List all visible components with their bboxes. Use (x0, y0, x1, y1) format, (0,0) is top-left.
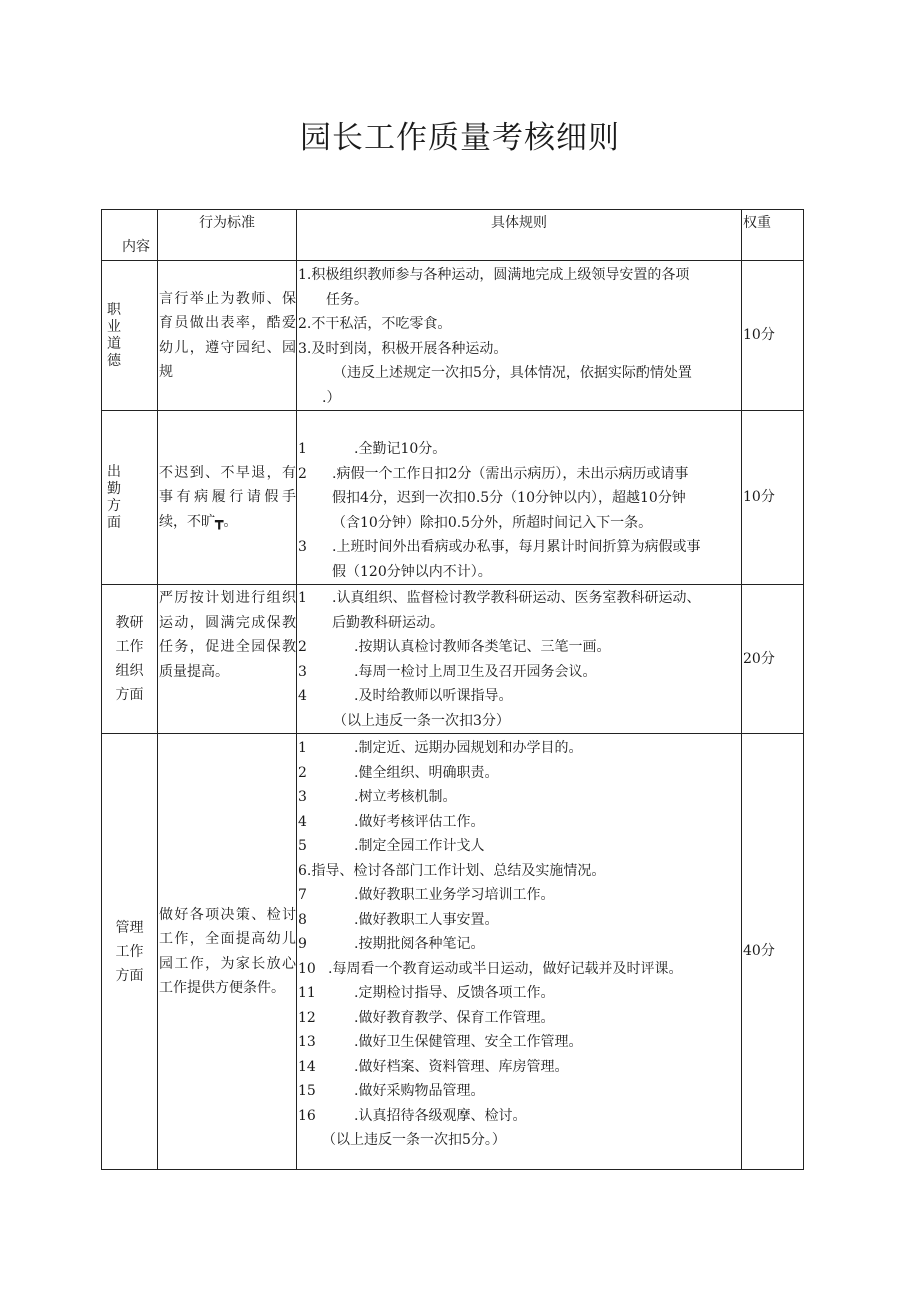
penalty-note: （违反上述规定一次扣5分，具体情况，依据实际酌情处置 (333, 365, 692, 381)
rules-cell (297, 261, 742, 411)
rules-cell (297, 734, 742, 1170)
rule-line: 3 .上班时间外出看病或办私事，每月累计时间折算为病假或事 (298, 539, 701, 555)
penalty-note-tail: .） (322, 389, 341, 406)
penalty-note: （以上违反一条一次扣5分。） (322, 1132, 506, 1148)
standard-text: 不迟到、不早退，有事有病履行请假手续，不旷┳。 (159, 464, 296, 530)
table-row (102, 261, 804, 411)
category-line: 组织 (115, 663, 144, 679)
rule-line: 3 .树立考核机制。 (298, 789, 457, 805)
document-title: 园长工作质量考核细则 (300, 120, 620, 156)
rule-line: 14 .做好档案、资料管理、库房管理。 (298, 1058, 569, 1075)
rule-line: 后勤教科研运动。 (332, 614, 444, 631)
rule-line: 1 .制定近、远期办园规划和办学目的。 (298, 740, 583, 756)
header-weight: 权重 (742, 210, 804, 261)
rule-line: 2 .健全组织、明确职责。 (298, 764, 499, 781)
rule-line: 12 .做好教育教学、保育工作管理。 (298, 1009, 555, 1026)
category-line: 方面 (115, 967, 144, 984)
category-cell (102, 411, 158, 585)
category-char: 道 (107, 335, 121, 352)
category-line: 教研 (115, 615, 144, 631)
header-row (102, 210, 804, 261)
category-line: 工作 (115, 639, 144, 655)
category-char: 方 (107, 497, 121, 514)
rule-line: 7 .做好教职工业务学习培训工作。 (298, 887, 555, 903)
rule-line: 3. 及时到岗，积极开展各种运动。 (298, 340, 508, 357)
header-content-cell (102, 210, 158, 261)
rules-cell (297, 411, 742, 585)
rule-line: 2. 不干私活，不吃零食。 (298, 316, 452, 332)
table-row (102, 734, 804, 1170)
rule-line: 2 .按期认真检讨教师各类笔记、三笔一画。 (298, 639, 611, 655)
category-line: 工作 (115, 943, 144, 960)
rule-line: 3 .每周一检讨上周卫生及召开园务会议。 (298, 663, 597, 680)
standard-cell (158, 261, 297, 411)
rule-line: 10 .每周看一个教育运动或半日运动，做好记载并及时评课。 (298, 960, 683, 977)
category-cell (102, 261, 158, 411)
category-line: 方面 (115, 687, 144, 703)
header-standard: 行为标准 (158, 210, 297, 261)
weight-cell: 10分 (742, 261, 804, 411)
rule-line: 13 .做好卫生保健管理、安全工作管理。 (298, 1034, 583, 1050)
rule-line: 1. 积极组织教师参与各种运动，圆满地完成上级领导安置的各项 (298, 267, 690, 283)
standard-text: 言行举止为教师、保育员做出表率，酷爱幼儿，遵守园纪、园规 (159, 290, 296, 380)
category-char: 德 (107, 352, 121, 369)
category-char: 业 (107, 318, 121, 335)
rule-line: 8 .做好教职工人事安置。 (298, 911, 499, 928)
rule-line: 4 .做好考核评估工作。 (298, 813, 485, 830)
rule-line: 9 .按期批阅各种笔记。 (298, 936, 485, 952)
category-char: 职 (107, 301, 121, 318)
standard-cell (158, 734, 297, 1170)
standard-text: 严厉按计划进行组织运动，圆满完成保教任务，促进全园保教质量提高。 (159, 590, 296, 680)
rule-line: 1 .认真组织、监督检讨教学教科研运动、医务室教科研运动、 (298, 590, 701, 606)
category-char: 勤 (107, 480, 121, 497)
rule-line: 6. 指导、检讨各部门工作计划、总结及实施情况。 (298, 862, 606, 879)
rules-cell (297, 585, 742, 734)
rule-line: 假扣4分，迟到一次扣0.5分（10分钟以内），超越10分钟 (332, 490, 686, 506)
category-cell (102, 734, 158, 1170)
table-row (102, 411, 804, 585)
weight-cell: 20分 (742, 585, 804, 734)
rule-line: 2 .病假一个工作日扣2分（需出示病历），未出示病历或请事 (298, 465, 689, 482)
weight-cell: 10分 (742, 411, 804, 585)
rule-line: 16 .认真招待各级观摩、检讨。 (298, 1107, 527, 1124)
weight-cell: 40分 (742, 734, 804, 1170)
rule-line: 任务。 (326, 291, 368, 308)
rule-line: 1 .全勤记10分。 (298, 441, 447, 457)
rule-line: 假（120分钟以内不计）。 (332, 563, 492, 580)
category-char: 面 (107, 514, 121, 531)
rule-line: 5 .制定全园工作计戈人 (298, 838, 485, 854)
category-char: 出 (107, 463, 121, 480)
assessment-table (101, 209, 804, 1170)
penalty-note: （以上违反一条一次扣3分） (333, 712, 510, 729)
header-content: 内容 (122, 238, 150, 255)
category-line: 管理 (115, 919, 144, 936)
standard-cell (158, 585, 297, 734)
rule-line: 4 .及时给教师以听课指导。 (298, 688, 513, 704)
category-cell (102, 585, 158, 734)
table-row (102, 585, 804, 734)
rule-line: 15 .做好采购物品管理。 (298, 1083, 485, 1099)
header-rules: 具体规则 (297, 210, 742, 261)
rule-line: 11 .定期检讨指导、反馈各项工作。 (298, 985, 555, 1001)
standard-cell (158, 411, 297, 585)
standard-text: 做好各项决策、检讨工作，全面提高幼儿园工作，为家长放心工作提供方便条件。 (159, 906, 296, 996)
rule-line: （含10分钟）除扣0.5分外，所超时间记入下一条。 (332, 514, 653, 531)
